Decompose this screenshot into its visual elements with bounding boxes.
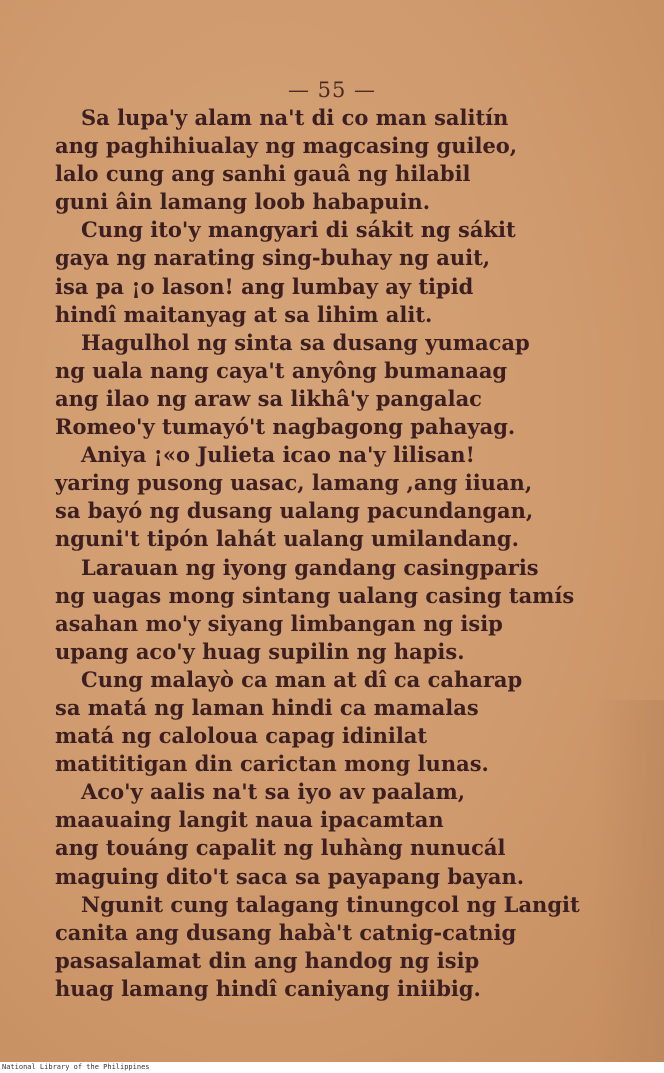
verse-line: maguing dito't saca sa payapang bayan. <box>55 863 525 889</box>
stanza <box>55 216 615 328</box>
verse-line: Larauan ng iyong gandang casingparis <box>81 554 539 580</box>
verse-line: huag lamang hindî caniyang iniibig. <box>55 975 481 1001</box>
verse-line: sa bayó ng dusang ualang pacundangan, <box>55 498 534 524</box>
verse-line: canita ang dusang habà't catnig-catnig <box>55 919 517 945</box>
verse-line: Romeo'y tumayó't nagbagong pahayag. <box>55 414 516 440</box>
stanza <box>55 554 615 666</box>
verse-line: upang aco'y huag supilin ng hapis. <box>55 638 465 664</box>
verse-line: Cung malayò ca man at dî ca caharap <box>81 666 523 692</box>
verse-line: matititigan din carictan mong lunas. <box>55 751 489 777</box>
verse-line: Sa lupa'y alam na't di co man salitín <box>81 105 509 130</box>
verse-line: ng uala nang caya't anyông bumanaag <box>55 357 508 383</box>
stanza <box>55 891 615 1003</box>
verse-line: Hagulhol ng sinta sa dusang yumacap <box>81 329 530 355</box>
verse-line: ang ilao ng araw sa likhâ'y pangalac <box>55 385 482 411</box>
verse-line: gaya ng narating sing-buhay ng auit, <box>55 245 491 271</box>
library-credit: National Library of the Philippines <box>0 1062 664 1073</box>
verse-line: yaring pusong uasac, lamang ,ang iiuan, <box>55 470 533 496</box>
page-number: — 55 — <box>287 78 377 102</box>
stanza <box>55 104 615 216</box>
verse-line: maauaing langit naua ipacamtan <box>55 807 444 833</box>
verse-line: isa pa ¡o lason! ang lumbay ay tipid <box>55 273 474 299</box>
verse-line: guni âin lamang loob habapuin. <box>55 189 431 215</box>
verse-line: ng uagas mong sintang ualang casing tamís <box>55 582 575 608</box>
stanza <box>55 441 615 553</box>
stanza <box>55 329 615 441</box>
stanza <box>55 778 615 890</box>
verse-line: sa matá ng laman hindi ca mamalas <box>55 694 479 720</box>
verse-line: lalo cung ang sanhi gauâ ng hilabil <box>55 161 471 187</box>
verse-line: nguni't tipón lahát ualang umilandang. <box>55 526 519 552</box>
verse-line: ang paghihiualay ng magcasing guileo, <box>55 133 518 159</box>
verse-line: ang touáng capalit ng luhàng nunucál <box>55 835 506 861</box>
verse-line: Ngunit cung talagang tinungcol ng Langit <box>81 891 580 917</box>
stanza <box>55 666 615 778</box>
verse-line: matá ng caloloua capag idinilat <box>55 723 428 749</box>
verse-line: Cung ito'y mangyari di sákit ng sákit <box>81 217 516 243</box>
verse-line: Aniya ¡«o Julieta icao na'y lilisan! <box>81 442 475 468</box>
verse-line: asahan mo'y siyang limbangan ng isip <box>55 610 503 636</box>
verse-line: hindî maitanyag at sa lihim alit. <box>55 301 433 327</box>
verse-line: pasasalamat din ang handog ng isip <box>55 947 480 973</box>
verse-line: Aco'y aalis na't sa iyo av paalam, <box>81 779 466 805</box>
poem-body <box>55 104 615 1003</box>
